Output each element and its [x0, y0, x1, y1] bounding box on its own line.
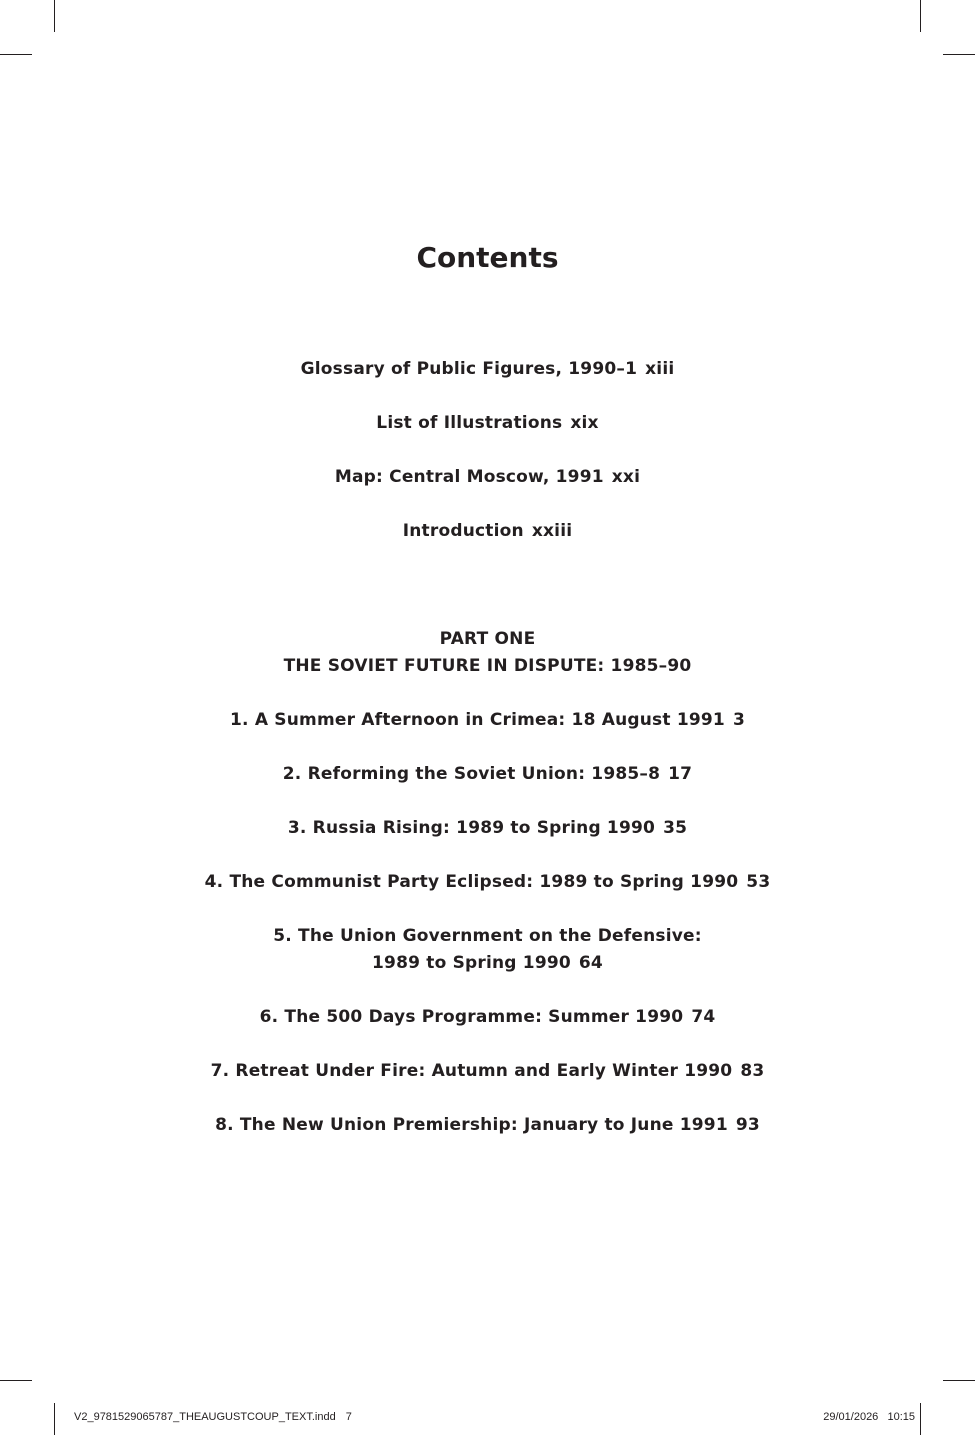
footer-filename: V2_9781529065787_THEAUGUSTCOUP_TEXT.indd [74, 1411, 336, 1423]
toc-entry-label: 1. A Summer Afternoon in Crimea: 18 August 1991 [230, 710, 725, 730]
footer-page-number: 7 [345, 1411, 352, 1423]
toc-entry-chapter-8[interactable] [0, 1112, 975, 1139]
toc-entry-label-continued: 1989 to Spring 1990 [372, 953, 571, 973]
toc-entry-label: 6. The 500 Days Programme: Summer 1990 [259, 1007, 684, 1027]
toc-entry-label: Introduction [402, 521, 524, 541]
part-number: PART ONE [439, 629, 536, 649]
toc-entry-page: xxiii [531, 521, 573, 541]
toc-entry-label: 2. Reforming the Soviet Union: 1985–8 [282, 764, 661, 784]
toc-entry-page: 35 [663, 818, 688, 838]
toc-entry-page: 3 [732, 710, 745, 730]
toc-entry-chapter-5[interactable] [0, 923, 975, 977]
toc-entry-page: xix [570, 413, 599, 433]
toc-entry-map[interactable] [0, 464, 975, 491]
crop-mark-right-bottom [943, 1380, 975, 1381]
page-title: Contents [416, 241, 559, 274]
toc-entry-chapter-4[interactable] [0, 869, 975, 896]
crop-mark-top-left [54, 0, 55, 32]
toc-entry-label: 8. The New Union Premiership: January to June 1991 [215, 1115, 728, 1135]
toc-entry-chapter-7[interactable] [0, 1058, 975, 1085]
crop-mark-right-top [943, 54, 975, 55]
toc-entry-introduction[interactable] [0, 518, 975, 545]
part-title: THE SOVIET FUTURE IN DISPUTE: 1985–90 [283, 656, 692, 676]
toc-entry-label: 5. The Union Government on the Defensive: [273, 926, 702, 946]
toc-entry-label: List of Illustrations [376, 413, 563, 433]
footer-file-slug [74, 1410, 352, 1424]
toc-entry-page: 93 [735, 1115, 760, 1135]
toc-entry-page: xxi [611, 467, 641, 487]
toc-entry-label: 4. The Communist Party Eclipsed: 1989 to Spring 1990 [204, 872, 739, 892]
toc-entry-label: 3. Russia Rising: 1989 to Spring 1990 [287, 818, 656, 838]
toc-entry-page: 64 [578, 953, 603, 973]
toc-entry-chapter-6[interactable] [0, 1004, 975, 1031]
toc-entry-label: Glossary of Public Figures, 1990–1 [300, 359, 638, 379]
toc-entry-page: 83 [740, 1061, 765, 1081]
toc-entry-page: 17 [668, 764, 693, 784]
crop-mark-bottom-right [920, 1403, 921, 1435]
toc-entry-page: xiii [645, 359, 675, 379]
toc-entry-page: 53 [746, 872, 771, 892]
crop-mark-left-bottom [0, 1380, 32, 1381]
crop-mark-left-top [0, 54, 32, 55]
toc-entry-label: Map: Central Moscow, 1991 [334, 467, 604, 487]
toc-entry-chapter-2[interactable] [0, 761, 975, 788]
toc-entry-chapter-1[interactable] [0, 707, 975, 734]
toc-entry-label: 7. Retreat Under Fire: Autumn and Early Winter 1990 [210, 1061, 733, 1081]
toc-entry-glossary[interactable] [0, 356, 975, 383]
footer-timestamp: 29/01/2026 10:15 [823, 1411, 915, 1423]
toc-entry-illustrations[interactable] [0, 410, 975, 437]
crop-mark-bottom-left [54, 1403, 55, 1435]
toc-entry-chapter-3[interactable] [0, 815, 975, 842]
toc-entry-page: 74 [691, 1007, 716, 1027]
crop-mark-top-right [920, 0, 921, 32]
